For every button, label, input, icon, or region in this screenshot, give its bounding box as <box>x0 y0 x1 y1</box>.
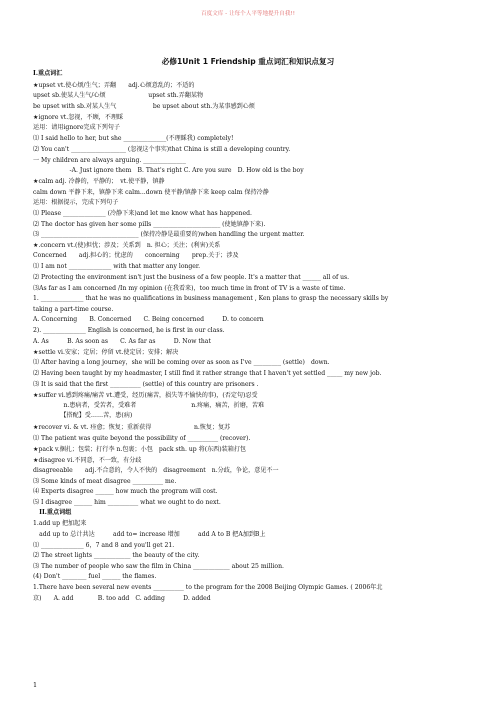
text-line: 一 My children are always arguing. ______________ <box>33 157 186 164</box>
text-line: taking a part-time course. <box>33 306 114 313</box>
text-line: ⑴ After having a long journey，she will be coming over as soon as I've _________ (settle) down. <box>33 359 330 366</box>
text-line: be upset with sb.对某人生气 be upset about sth.为某事感到心烦 <box>33 103 255 110</box>
text-line: ⑷ Experts disagree ______ how much the program will cost. <box>33 488 218 495</box>
text-line: add up to 总计共达 add to= increase 增加 add A to B 把A加到B上 <box>33 531 266 538</box>
text-line: ⑵ Protecting the environment isn't just the business of a few people. It's a matter that ______ all of us. <box>33 274 350 281</box>
text-line: ⑶ Some kinds of meat disagree __________ me. <box>33 478 177 485</box>
text-line: ⑶ ________________________________ (保持冷静是最重要的)when handling the urgent matter. <box>33 231 305 238</box>
text-line: -A. Just ignore them B. That's right C. Are you sure D. How old is the boy <box>33 167 304 174</box>
text-line: ★suffer vi.感到疼痛/痛苦 vt.遭受，经历(痛苦，损失等不愉快的事)，(否定句)忍受 <box>33 392 258 399</box>
text-line: ⑸ I disagree ______ him __________ what we ought to do next. <box>33 499 221 506</box>
text-line: II.重点词组 <box>33 509 72 516</box>
text-line: ⑶ The number of people who saw the film in China ____________ about 25 million. <box>33 563 284 570</box>
text-line: ★settle vi.安家；定居；停留 vt.使定居；安排；解决 <box>33 349 179 356</box>
text-line: ⑶ It is said that the first __________ (settle) of this country are prisoners . <box>33 381 259 388</box>
text-line: ⑴ I said hello to her, but she ______________(不理睬我) completely! <box>33 135 234 142</box>
text-line: n.患病者，受苦者，受难者 n.疼痛，痛苦，折磨，苦难 <box>33 402 265 409</box>
text-line: I.重点词汇 <box>33 70 63 77</box>
text-line: 1.add up 把加起来 <box>33 520 87 527</box>
text-line: upset sb.使某人生气/心烦 upset sth.弄翻某物 <box>33 92 204 99</box>
text-line: 【搭配】受……苦，患(病) <box>33 412 133 419</box>
page-number: 1 <box>33 681 38 689</box>
text-line: A. As B. As soon as C. As far as D. Now that <box>33 338 211 345</box>
page-title: 必修1Unit 1 Friendship 重点词汇和知识点复习 <box>161 57 335 66</box>
text-line: ★ignore vt.忽视，不顾，不理睬 <box>33 114 124 121</box>
text-line: ★disagree vi.不同意，不一致，有分歧 <box>33 457 142 464</box>
text-line: ⑴ Please ______________ (冷静下来)and let me know what has happened. <box>33 210 252 217</box>
text-line: ⑵ Having been taught by my headmaster, I still find it rather strange that I haven't yet settled _____ my new job. <box>33 370 382 377</box>
text-line: 运用：请用ignore完成下列句子 <box>33 124 120 131</box>
text-line: A. Concerning B. Concerned C. Being concerned D. to concern <box>33 316 264 323</box>
text-line: ⑵ The doctor has given her some pills ______________________ (使她镇静下来). <box>33 221 266 228</box>
text-line: ★pack v.捆扎；包装；打行李 n.包裹；小包 pack sth. up 将(东西)装箱打包 <box>33 446 247 453</box>
text-line: ★upset vt.使心烦/生气；弄翻 adj.心烦意乱的；不适的 <box>33 82 195 89</box>
text-line: ★recover vi. & vt. 痊愈；恢复；重新获得 n.恢复；复苏 <box>33 424 231 431</box>
text-line: 1.There have been several new events __________ to the program for the 2008 Beijing Olympic Games. ( 2006年北 <box>33 584 383 591</box>
text-line: 1. ______________ that he was no qualifications in business management , Ken plans to grasp the necessary skills by <box>33 295 389 302</box>
text-line: (4) Don't ________ fuel ______ the flames. <box>33 573 157 580</box>
text-line: ⑵ The street lights ____________ the beauty of the city. <box>33 552 200 559</box>
text-line: ⑴ I am not ______________ with that matter any longer. <box>33 263 201 270</box>
text-line: 运用：根据提示，完成下列句子 <box>33 199 119 206</box>
text-line: ⑴ ______________ 6，7 and 8 and you'll get 21. <box>33 542 175 549</box>
text-line: ★calm adj. 冷静的，平静的； vt.使平静，镇静 <box>33 178 165 185</box>
text-line: ⑵ You can't __________________ (忽视这个事实)that China is still a developing country. <box>33 146 291 153</box>
text-line: Concerned adj.担心的；忧虑的 concerning prep.关于；涉及 <box>33 252 239 259</box>
text-line: ⑶As far as I am concerned /In my opinion (在我看来)，too much time in front of TV is a waste of time. <box>33 285 346 292</box>
watermark: 百度文库 - 让每个人平等地提升自我!! <box>201 11 295 17</box>
text-line: 京) A. add B. too add C. adding D. added <box>33 595 211 602</box>
text-line: ⑴ The patient was quite beyond the possibility of __________ (recover). <box>33 435 251 442</box>
text-line: 2). ______________ English is concerned, he is first in our class. <box>33 327 225 334</box>
text-line: calm down 平静下来，镇静下来 calm...down 使平静/镇静下来 keep calm 保持冷静 <box>33 189 269 196</box>
text-line: ★.concern vt.(使)担忧；涉及；关系到 n. 担心；关注；(利害)关系 <box>33 242 221 249</box>
text-line: disagreeable adj.不合意的，令人不快的 disagreement n.分歧，争论，意见不一 <box>33 467 279 474</box>
